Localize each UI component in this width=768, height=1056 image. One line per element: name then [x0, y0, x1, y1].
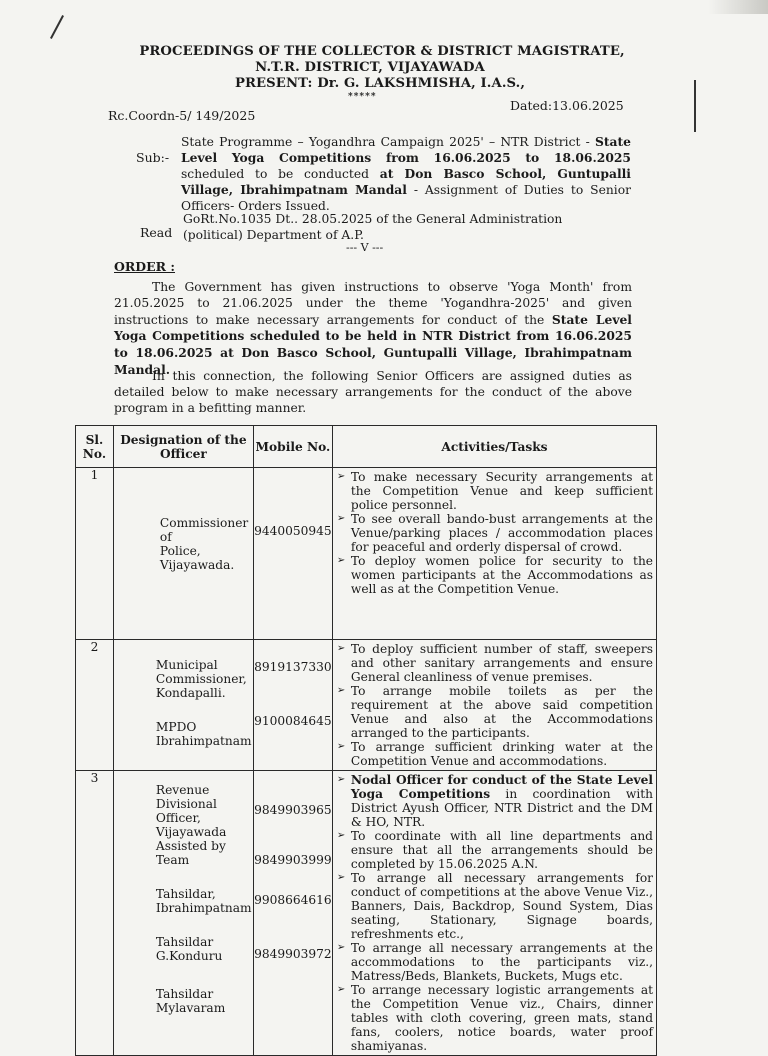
designation-line: Tahsildar: [155, 987, 214, 1001]
row-activities: [332, 468, 656, 640]
arrow-bullet-icon: ➢: [336, 741, 346, 752]
header-line-2: N.T.R. DISTRICT, VIJAYAWADA: [255, 60, 485, 75]
arrow-bullet-icon: ➢: [336, 942, 346, 953]
order-label: ORDER :: [114, 259, 175, 274]
header-line-3: PRESENT: Dr. G. LAKSHMISHA, I.A.S.,: [234, 76, 526, 91]
designation-line: Commissioner of: [159, 516, 249, 544]
list-item: [337, 684, 653, 740]
list-item: [337, 983, 653, 1053]
arrow-bullet-icon: ➢: [336, 984, 346, 995]
designation-line: Commissioner,: [155, 672, 247, 686]
mobile-number: 8919137330: [254, 660, 332, 674]
row-sl-no: 1: [76, 468, 114, 640]
subject-part-4: at Don Basco School, Guntupalli Village, Ibrahimpatnam Mandal: [181, 166, 631, 197]
row-activities: [332, 771, 656, 1056]
task-text: To arrange mobile toilets as per the requirement at the above said competition Venue and also at the Accommodations arranged to the participants.: [350, 684, 653, 740]
designation-line: Ibrahimpatnam: [155, 734, 252, 748]
mobile-number: 9440050945: [254, 524, 332, 538]
order-para1-text: The Government has given instructions to observe 'Yoga Month' from 21.05.2025 to 21.06.2025 under the theme 'Yogandhra-2025' and given instructions to make necessary arrangements for conduct of the: [114, 280, 632, 327]
read-label: Read: [140, 225, 173, 240]
arrow-bullet-icon: ➢: [336, 774, 346, 785]
designation-line: G.Konduru: [155, 949, 223, 963]
date-line: Dated:13.06.2025: [510, 98, 624, 113]
arrow-bullet-icon: ➢: [336, 555, 346, 566]
row-designation: [113, 640, 253, 771]
designation-line: MPDO: [155, 720, 197, 734]
designation-line: Divisional Officer,: [155, 797, 217, 825]
subject-text: [181, 134, 631, 214]
row-designation: [113, 468, 253, 640]
list-item: [337, 829, 653, 871]
arrow-bullet-icon: ➢: [336, 685, 346, 696]
header-sl-no: Sl. No.: [76, 426, 114, 468]
header-mobile: Mobile No.: [253, 426, 332, 468]
subject-part-3: scheduled to be conducted: [181, 167, 380, 181]
row-sl-no: 3: [76, 771, 114, 1056]
header-stars: *****: [348, 92, 377, 102]
row-mobile: [253, 640, 332, 771]
list-item: [337, 773, 653, 829]
row-mobile: [253, 468, 332, 640]
table-row: [76, 640, 657, 771]
table-row: [76, 771, 657, 1056]
header-activities: Activities/Tasks: [332, 426, 656, 468]
mobile-number: 9849903965: [254, 803, 332, 817]
order-paragraph-1: [114, 280, 632, 379]
designation-line: Ibrahimpatnam: [155, 901, 252, 915]
arrow-bullet-icon: ➢: [336, 471, 346, 482]
pen-slash-mark: [50, 15, 64, 39]
mobile-number: 9849903972: [254, 947, 332, 961]
list-item: [337, 642, 653, 684]
row-mobile: [253, 771, 332, 1056]
list-item: [337, 470, 653, 512]
designation-line: Mylavaram: [155, 1001, 226, 1015]
reference-number: Rc.Coordn-5/ 149/2025: [108, 108, 256, 123]
scan-corner-shadow: [708, 0, 768, 14]
subject-part-1: State Programme – Yogandhra Campaign 2025' – NTR District -: [181, 135, 595, 149]
list-item: [337, 554, 653, 596]
designation-line: Vijayawada: [155, 825, 227, 839]
separator: --- V ---: [346, 241, 384, 254]
task-text: To make necessary Security arrangements at the Competition Venue and keep sufficient police personnel.: [350, 470, 653, 512]
task-text: To deploy women police for security to the women participants at the Accommodations as well as at the Competition Venue.: [350, 554, 653, 596]
task-text: To arrange all necessary arrangements at the accommodations to the participants viz., Matress/Beds, Blankets, Buckets, Mugs etc.: [350, 941, 653, 983]
row-sl-no: 2: [76, 640, 114, 771]
mobile-number: 9849903999: [254, 853, 332, 867]
row-designation: [113, 771, 253, 1056]
designation-line: Tahsildar,: [155, 887, 216, 901]
task-text: To arrange necessary logistic arrangements at the Competition Venue viz., Chairs, dinner tables with cloth covering, green mats, stand fans, coolers, notice boards, water proof shamiyanas.: [350, 983, 653, 1053]
task-text: To arrange all necessary arrangements for conduct of competitions at the above Venue Viz., Banners, Dais, Backdrop, Sound System, Dias seating, Stationary, Signage boards, refreshments etc.,: [350, 871, 653, 941]
arrow-bullet-icon: ➢: [336, 830, 346, 841]
task-text-bold: Nodal Officer for conduct of the State Level Yoga Competitions: [350, 773, 653, 801]
designation-line: Police, Vijayawada.: [159, 544, 235, 572]
designation-line: Revenue: [155, 783, 210, 797]
task-text: To arrange sufficient drinking water at the Competition Venue and accommodations.: [350, 740, 653, 768]
list-item: [337, 871, 653, 941]
list-item: [337, 941, 653, 983]
mobile-number: 9100084645: [254, 714, 332, 728]
table-header-row: [76, 426, 657, 468]
document-header: [0, 44, 768, 92]
header-line-1: PROCEEDINGS OF THE COLLECTOR & DISTRICT MAGISTRATE,: [139, 44, 625, 59]
subject-part-2: State Level Yoga Competitions from 16.06.2025 to 18.06.2025: [181, 134, 631, 165]
task-text: To see overall bando-bust arrangements at the Venue/parking places / accommodation places for peaceful and orderly dispersal of crowd.: [350, 512, 653, 554]
list-item: [337, 512, 653, 554]
subject-label: Sub:-: [136, 150, 170, 165]
designation-line: Kondapalli.: [155, 686, 226, 700]
arrow-bullet-icon: ➢: [336, 513, 346, 524]
arrow-bullet-icon: ➢: [336, 872, 346, 883]
designation-line: Tahsildar: [155, 935, 214, 949]
task-text: To coordinate with all line departments and ensure that all the arrangements should be completed by 15.06.2025 A.N.: [350, 829, 653, 871]
order-para1-bold: State Level Yoga Competitions scheduled to be held in NTR District from 16.06.2025 to 18.06.2025 at Don Basco School, Guntupalli Village, Ibrahimpatnam Mandal.: [114, 311, 632, 377]
designation-line: Municipal: [155, 658, 218, 672]
row-activities: [332, 640, 656, 771]
task-text: in coordination with District Ayush Officer, NTR District and the DM & HO, NTR.: [350, 787, 653, 829]
read-text: GoRt.No.1035 Dt.. 28.05.2025 of the General Administration (political) Department of A.P.: [183, 212, 563, 242]
arrow-bullet-icon: ➢: [336, 643, 346, 654]
task-text: To deploy sufficient number of staff, sweepers and other sanitary arrangements and ensure General cleanliness of venue premises.: [350, 642, 653, 684]
duties-table: [75, 425, 657, 1056]
header-designation: Designation of the Officer: [113, 426, 253, 468]
order-paragraph-2: In this connection, the following Senior Officers are assigned duties as detailed below to make necessary arrangements for the conduct of the above program in a befitting manner.: [114, 369, 632, 415]
table-row: [76, 468, 657, 640]
list-item: [337, 740, 653, 768]
designation-line: Assisted by Team: [155, 839, 226, 867]
mobile-number: 9908664616: [254, 893, 332, 907]
subject-part-5: - Assignment of Duties to Senior Officers- Orders Issued.: [181, 183, 631, 213]
